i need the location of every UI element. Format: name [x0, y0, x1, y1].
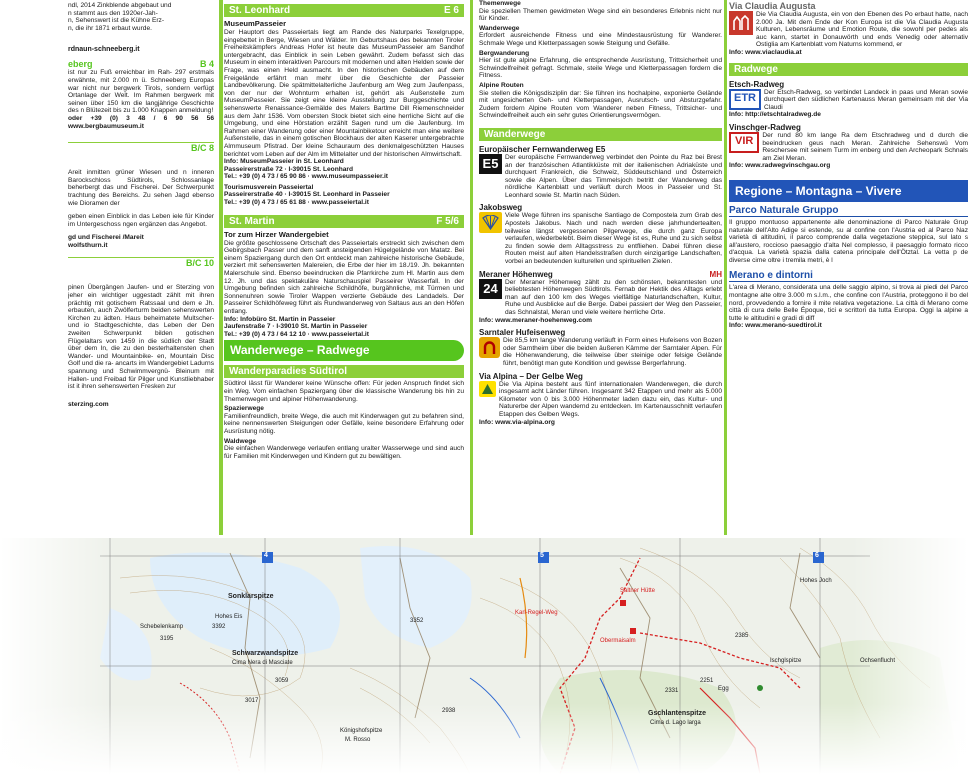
info-line: Tourismusverein Passeiertal: [224, 183, 314, 191]
route-title: Jakobsweg: [479, 203, 523, 213]
info-line: Tel.: +39 (0) 4 73 / 65 61 88 · www.passeiertal.it: [224, 199, 369, 207]
route-body: Der Meraner Höhenweg zählt zu den schönsten, bekanntesten und beliebtesten Höhenwegen Südtirols. Fernab der Hektik des Alltags erlebt man auf den 100 km des Weges vielfältige Naturlandschaften, Kultur, Ruhe und Ausblicke auf die Berge. Dabei passiert der Weg den Passeier, das Schnalstal, Meran und viele weitere herrliche Orte.: [505, 278, 722, 316]
section-header-st-leonhard: [224, 4, 464, 17]
map-peak-elevation: 2331: [665, 688, 679, 694]
article-body: Der Hauptort des Passeiertals liegt am Rande des Naturparks Texelgruppe, eingebettet in Berge, Wiesen und Wälder. Im Geburtshaus des bekannten Tiroler Freiheitskämpfers Andreas Hofer ist heute das MuseumPasseier am Sandhof untergebracht, das Einblick in sein Leben gewährt. Zudem befasst sich das Museum in einem interaktiven Parcours mit modernen und alten Helden sowie der Frage, was einen Held ausmacht. In den historischen Gebäuden auf dem Freigelände erfährt man mehr über die Geschichte der Passeier Landbevölkerung. Die spätmittelalterliche Jaufenburg am Weg zum Jaufenpass, von der nur der Wohnturm erhalten ist, gehört als Außenstelle zum MuseumPasseier. Sie zeigt eine kleine Ausstellung zur Burggeschichte und sehenswerte Renaissance-Gemälde des Malers Bartlme Dill Riemenschneider aus dem Jahr 1536. Vom obersten Stock bietet sich eine herrliche Sicht auf die Umgebung, und eine Hörstation erzählt Sagen rund um die Jaufenburg. Im Rahmen einer Wanderung oder einer Mountainbiketour erreicht man eine weitere Außenstelle, das in einem gotischen Blockhaus der alten Kaserer untergebrachte Almmuseum Pfistrad. Der kleine Schauraum des denkmalgeschützten Hauses berichtet vom Leben auf der Alm im Mittelalter und der historischen Almwirtschaft.: [224, 29, 464, 158]
article-title: MuseumPasseier: [224, 19, 287, 28]
middle-left-column: [224, 0, 464, 535]
article-body: Die einfachen Wanderwege verlaufen entlang uralter Wasserwege und sind auch für Familien mit Kinderwegen und Kindern gut zu bewältigen.: [224, 445, 464, 460]
map-label: Cima Nera di Masciate: [232, 660, 293, 666]
route-title: Via Alpina – Der Gelbe Weg: [479, 371, 583, 381]
route-entry: [479, 337, 722, 367]
article-body: Die größte geschlossene Ortschaft des Passeiertals erstreckt sich zwischen dem Gebirgsbach Passer und dem sanft ansteigenden Hügelgelände von Matatz. Bei einem Spaziergang durch den Ort entdeckt man zahlreiche historische Gebäude, verziert mit sehenswerten Malereien, die Erbe der hier im 18./19. Jh. bekannten Malerschule sind. Ebenso beeindrucken die Pfarrkirche zum Hl. Martin aus dem 12. Jh. und das spektakuläre Naturschauspiel Passeirer Wasserfall. In der Umgebung befinden sich zahlreiche Schildhöfe, burgähnliche, mit Türmen und Sonnenuhren sowie Tiroler Wappen verzierte Gebäude des Landadels. Der Passeirer Schildhöfeweg führt als Rundwanderweg von Saltaus aus an den Höfen entlang.: [224, 239, 464, 315]
grid-ref: E 6: [443, 5, 459, 16]
route-body: Der Etsch-Radweg, so verbindet Landeck in paas und Meran sowie durchquert den südlichen Kartenauss Meran gemeinsam mit der Via Claudi: [764, 88, 968, 111]
route-code: MH: [709, 269, 722, 279]
section-header-radwege: [729, 63, 968, 76]
route-entry: [729, 89, 968, 112]
left-cut-column: [68, 0, 214, 535]
subheading: Bergwanderung: [479, 49, 530, 57]
article-body: Il gruppo montuoso appartenente alle denominazione di Parco Naturale Grup naturale dell'Alto Adige si estende, su al confine con l'Austria ed al Parco Naz varietà di altitudini, il parco comprende dalla vegetazione steppica, sul lato s all'austero, roccioso paesaggio d'alta Nel complesso, il paesaggio formato ricco d'acqua. La varietà spazia dalla catena principale dell'Ötztal. La vetta p de diverse cime oltre i tremila metri, è l: [729, 218, 968, 264]
route-entry: [479, 279, 722, 317]
info-line: Info: MuseumPasseier in St. Leonhard: [224, 158, 344, 166]
map-label: Cima d. Lago larga: [650, 720, 701, 726]
url-text: wolfsthurn.it: [68, 241, 108, 249]
route-title: Europäischer Fernwanderweg E5: [479, 144, 606, 154]
grid-ref: B 4: [199, 59, 214, 70]
route-24-badge: 24: [479, 279, 502, 299]
info-line: Passeirerstraße 72 · I-39015 St. Leonhard: [224, 165, 354, 173]
info-line: Info: Infobüro St. Martin in Passeier: [224, 315, 336, 323]
grid-ref: B/C 8: [68, 142, 214, 153]
section-title: eberg: [68, 59, 93, 70]
map-label: Gschlantenspitze: [648, 710, 706, 717]
vir-badge: VIR: [729, 132, 759, 153]
section-title: Merano e dintorni: [729, 270, 968, 282]
grid-ref: F 5/6: [436, 215, 459, 227]
right-cut-column: [729, 0, 968, 535]
map-peak-elevation: 3059: [275, 678, 289, 684]
map-label: Hohes Eis: [215, 614, 243, 620]
middle-right-column: [479, 0, 722, 535]
fragment-body: ist nur zu Fuß erreichbar im Rah- 297 erstmals erwähnte, mit 2.000 m ü. Schneeberg Europas war nicht nur bergwerk Tirols, sondern verfügt Ortanlage der Welt. Im Rahmen bergwerk mit seinen über 150 km die langjährige Geschichte des n Blütezeit bis zu 1.000 Knappen anmeldung!: [68, 69, 214, 115]
fragment-text: n, die ihr 1871 erbaut wurde.: [68, 24, 152, 32]
url-text: sterzing.com: [68, 400, 109, 408]
info-line: Info: www.viaclaudia.at: [729, 48, 802, 56]
route-title: Meraner Höhenweg: [479, 269, 553, 279]
info-line: Passeirerstraße 40 · I-39015 St. Leonhard in Passeier: [224, 191, 390, 199]
route-title: Sarntaler Hufeisenweg: [479, 328, 566, 338]
section-title: St. Leonhard: [229, 5, 291, 16]
map-label: Schwarzwandspitze: [232, 650, 299, 657]
info-line: Info: http://etschtalradweg.de: [729, 111, 821, 119]
route-title: Etsch-Radweg: [729, 79, 785, 89]
map-label: Königshofspitze: [340, 728, 383, 734]
map-label: Sonklarspitze: [228, 593, 274, 600]
article-body: Die speziellen Themen gewidmeten Wege sind ein besonderes Erlebnis nicht nur für Kinder.: [479, 7, 722, 23]
info-line: Tel.: +39 (0) 4 73 / 64 12 10 · www.passeiertal.it: [224, 330, 369, 338]
map-label: Saltner Hütte: [620, 588, 656, 594]
section-header-st-martin: [224, 215, 464, 228]
via-claudia-logo-icon: [729, 11, 753, 35]
route-entry: [479, 212, 722, 265]
map-terrain: [0, 538, 968, 774]
map-peak-elevation: 2251: [700, 678, 714, 684]
article-body: Hier ist gute alpine Erfahrung, die entsprechende Ausrüstung, Trittsicherheit und Schwindelfreiheit gefragt. Schmale, steile Wege und Kletterpassagen fordern die Fitness.: [479, 57, 722, 80]
article-body: Südtirol lässt für Wanderer keine Wünsche offen: Für jeden Anspruch findet sich ein Weg. Vom einfachen Spaziergang über die klassische Wanderung bis hin zu Themenwegen und alpiner Höhenwanderung.: [224, 380, 464, 403]
section-title: Wanderwege: [484, 128, 546, 140]
section-title: Radwege: [734, 63, 778, 75]
fragment-text: ndl, 2014 Zinkblende abgebaut und: [68, 2, 172, 9]
route-header: [479, 270, 722, 279]
map-peak-elevation: 2938: [442, 708, 456, 714]
fragment-body: pinen Übergängen Jaufen- und er Sterzing von jeher ein wichtiger uggestadt zählt mit ihren prächtig mit gotischem Ratssaal und dem e Jh. erbauten, auch Zwölferturm beiden sehenswerten Kirchen zu ädten. Haus beheimatete Multscher- und io Stadtgeschichte, das Leben der Den zweiten Schwerpunkt bilden gotischen Flügelaltars von 1459 in die südlich der Stadt über dem In, die zu den besterhaltensten chen Wander- und Mountainbike- en, Mountain Disc Golf und die ra- ancarts im Wandergebiet Ladurns spannung und Schwimmvergnü- Bleinum mit Hallen- und Freibad für Pilger und Kunstliebhaber ist it ihren sehenswerten Fresken zur: [68, 284, 214, 391]
info-line: Jaufenstraße 7 · I-39010 St. Martin in Passeier: [224, 323, 368, 331]
map-grid-number: 6: [815, 552, 819, 559]
map-label: Egg: [718, 686, 729, 692]
subheading: Spazierwege: [224, 405, 264, 413]
topographic-map: [0, 538, 968, 774]
section-title: St. Martin: [229, 215, 275, 227]
article-body: Erfordert ausreichende Fitness und eine Mindestausrüstung für Wanderer. Schmale Wege und Kletterpassagen sowie Steigung und Gefälle.: [479, 32, 722, 47]
etr-badge: ETR: [729, 89, 761, 110]
column-divider: [724, 0, 727, 535]
route-body: Die Via Alpina besteht aus fünf internationalen Wanderwegen, die durch insgesamt acht Länder führen. Insgesamt 342 Etappen und mehr als 5.000 Kilometer von 0 bis 3.000 Höhenmeter laden dazu ein, das Kultur- und Naturerbe der Alpen wandernd zu entdecken. Im Kartenausschnitt verlaufen Etappen des Gelben Wegs.: [499, 380, 722, 418]
scallop-shell-icon: [479, 212, 502, 233]
info-line: Info: www.via-alpina.org: [479, 418, 555, 426]
column-divider: [219, 0, 223, 535]
map-label: Hohes Joch: [800, 578, 832, 584]
map-label: Karl-Regel-Weg: [515, 610, 558, 616]
column-divider: [470, 0, 473, 535]
map-grid-number: 4: [264, 552, 268, 559]
map-peak-elevation: 3352: [410, 618, 424, 624]
map-label: Schebelenkamp: [140, 624, 184, 630]
article-body: Familienfreundlich, breite Wege, die auch mit Kinderwagen gut zu befahren sind, keine nennenswerten Steigungen oder Gefälle, keine besondere Erfahrung oder Ausrüstung nötig.: [224, 412, 464, 435]
article-body: Die Via Claudia Augusta, ein von den Ebenen des Po erbaut hatte, nach 2.000 Ja. Mit dem Ende der Kon Europa ist die Via Claudia Augusta Kulturen, Lebensräume und Emotion Route, die sowohl per pedes als auc kann, startet in Donauwörth und ends Venedig oder alternativ Ostiglia am Kartenblatt vom Naturns kommend, er: [756, 11, 968, 49]
article-title: Tor zum Hirzer Wandergebiet: [224, 229, 329, 239]
fragment-body: Areit inmitten grüner Wiesen und n inneren Barockschloss Südtirols, Schlossanlage beherbergt das und Fischerei. Der Schwerpunkt trachtung des Bereichs. Zu sehen Jagd ebenso wie Dioramen der: [68, 169, 214, 207]
article-body: Sie stellen die Königsdisziplin dar: Sie führen ins hochalpine, exponierte Gelände mit ungesicherten Geh- und Kletterpassagen, Ausrutsch- und Absturzgefahr. Zudem fordern Alpine Routen vom Wanderer neben Fitness, Trittsicher- und Schwindelfreiheit auch ein sehr gutes Orientierungsvermögen.: [479, 89, 722, 120]
info-line: Info: www.meraner-hoehenweg.com: [479, 316, 592, 324]
fragment-text: n stammt aus den 1920er-Jah-: [68, 9, 158, 17]
article-body: L'area di Merano, considerata una delle saggio alpino, si trova ai piedi del Parco montagne alte oltre 3.000 m s.l.m., che confine con l'Austria, proteggono il bo del nord, provvedendo a fornire il mite relativa vegetazione. La città di Merano come città di cura delle Belle Époque, tici e scrittori da tutta Europa. Oggi la alpine a tutte le altitudini e gradi di diff: [729, 284, 968, 322]
map-peak-elevation: 3017: [245, 698, 259, 704]
route-body: Der rund 80 km lange Ra dem Etschradweg und d durch die beeindrucken geus nach Meran. Zahlreiche Sehenswü Vom Reschersee mit seinem Turm im enberg und den Archeopark Schnals am Ziel Meran.: [762, 131, 968, 162]
section-header-wanderwege: [479, 128, 722, 141]
route-entry: [479, 381, 722, 419]
route-entry: [729, 132, 968, 162]
via-alpina-icon: [479, 381, 496, 397]
map-peak-elevation: 2385: [735, 633, 749, 639]
fragment-subtitle: gd und Fischerei /Mareit: [68, 234, 144, 242]
route-body: Viele Wege führen ins spanische Santiago de Compostela zum Grab des Apostels Jakobus. Nach und nach werden diese jahrhundertealten, teilweise längst vergessenen Pilgerwege, die durch ganz Europa verlaufen, wiederbelebt. Beim dieser Wege ist es, Ruhe und zu sich selbst zu finden sowie dem Alltagsstress zu entfliehen. Dabei führen diese Routen meist auf alten Handelsstraßen durch einzigartige Landschaften, vorbei an bedeutenden kulturellen und spirituellen Zielen.: [505, 212, 722, 266]
route-entry: [729, 11, 968, 49]
fragment-text: n, Sehenswert ist die Kühne Erz-: [68, 17, 165, 25]
section-header-regione: Regione – Montagna – Vivere: [729, 180, 968, 202]
section-header-wanderwege-radwege: Wanderwege – Radwege: [224, 340, 464, 361]
fragment-body: geben einen Einblick in das Leben iele für Kinder im Untergeschoss ngen ergänzen das Angebot.: [68, 213, 214, 228]
e5-badge: E5: [479, 154, 502, 174]
map-grid-number: 5: [540, 552, 544, 559]
subheading: Alpine Routen: [479, 81, 524, 89]
section-title: Wanderparadies Südtirol: [229, 366, 347, 378]
section-header-wanderparadies: [224, 365, 464, 378]
subheading: Waldwege: [224, 437, 256, 445]
map-peak-elevation: 3195: [160, 636, 174, 642]
url-text: rdnaun-schneeberg.it: [68, 46, 140, 54]
horseshoe-icon: [479, 337, 500, 358]
map-label: Obermaisalm: [600, 638, 636, 644]
subheading: Themenwege: [479, 0, 521, 7]
map-label: Ochsenflucht: [860, 658, 896, 664]
map-peak-elevation: 3392: [212, 624, 226, 630]
route-body: Der europäische Fernwanderweg verbindet den Pointe du Raz bei Brest an der französischen Atlantikküste mit der italienischen Adriaküste und durchquert Frankreich, die Schweiz, Süddeutschland und Österreich sowie die Alpen. Über das Timmelsjoch betritt der Wanderweg das nördliche Kartenblatt und verläuft durch Moos in Passeier und St. Leonhard sowie St. Martin nach Süden.: [505, 153, 722, 199]
info-line: Info: www.radwegvinschgau.org: [729, 162, 831, 170]
subheading: Wanderwege: [479, 24, 520, 32]
grid-ref: B/C 10: [68, 257, 214, 268]
route-body: Die 85,5 km lange Wanderung verläuft in Form eines Hufeisens von Bozen oder Sarntheim über die beiden äußeren Kämme der Sarntaler Alpen. Für die Höhenwanderung, die teilweise über steinige oder felsige Gelände führt, benötigt man gute Kondition und gewisse Bergerfahrung.: [503, 337, 722, 367]
fragment-info: oder +39 (0) 3 48 / 6 90 56 56 www.bergbaumuseum.it: [68, 114, 214, 130]
section-title: Parco Naturale Gruppo: [729, 205, 968, 217]
route-title: Vinschger-Radweg: [729, 122, 801, 132]
article-title: Via Claudia Augusta: [729, 1, 816, 11]
info-line: Info: www.merano-suedtirol.it: [729, 322, 822, 330]
info-line: Tel.: +39 (0) 4 73 / 65 90 86 · www.museumpasseier.it: [224, 173, 389, 181]
map-label: Ischglspitze: [770, 658, 802, 664]
map-label: M. Rosso: [345, 737, 371, 743]
route-entry: [479, 154, 722, 200]
